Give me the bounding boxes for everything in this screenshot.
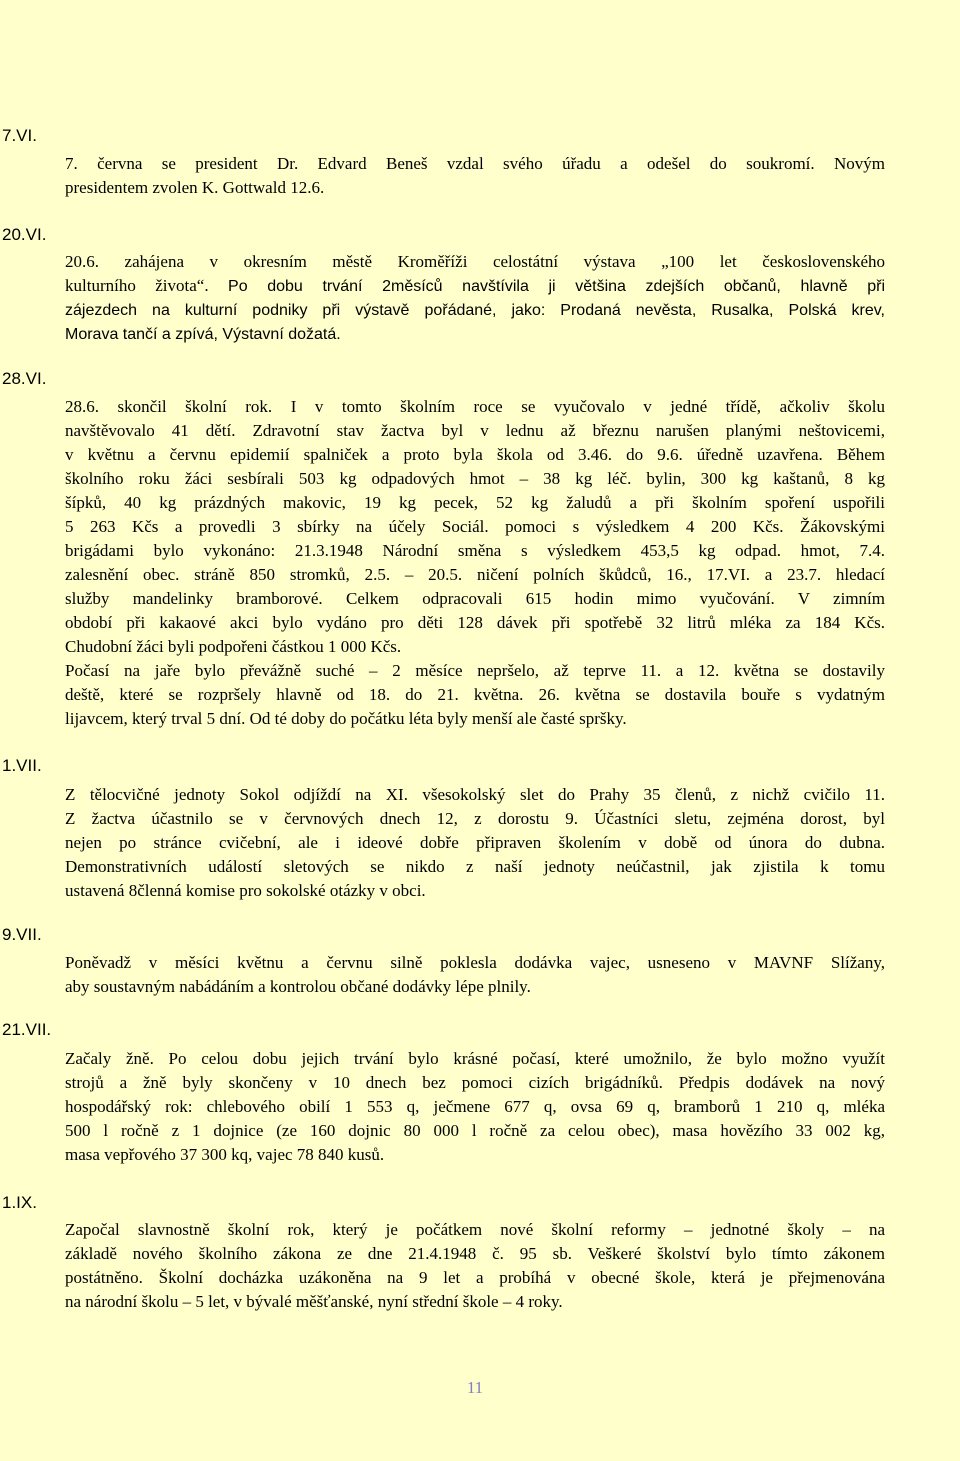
- text-line: presidentem zvolen K. Gottwald 12.6.: [65, 178, 325, 197]
- text-line: Morava tančí a zpívá, Výstavní dožatá.: [65, 326, 341, 343]
- text-line: zalesnění obec. stráně 850 stromků, 2.5. – 20.5. ničení polních škůdců, 16., 17.VI. a 23.7. hledací: [65, 565, 885, 584]
- entry-paragraph: [65, 152, 885, 200]
- text-segment: kulturního života“.: [65, 276, 209, 295]
- text-line: aby soustavným nabádáním a kontrolou občané dodávky lépe plnily.: [65, 977, 531, 996]
- text-line: [65, 274, 885, 299]
- text-line: masa vepřového 37 300 kq, vajec 78 840 kusů.: [65, 1145, 385, 1164]
- date-label: 21.VII.: [2, 1020, 52, 1039]
- entry-paragraph: [65, 1047, 885, 1167]
- text-line: základě nového školního zákona ze dne 21.4.1948 č. 95 sb. Veškeré školství bylo tímto zákonem: [65, 1244, 885, 1263]
- text-line: ustavená 8členná komise pro sokolské otázky v obci.: [65, 881, 426, 900]
- text-line: služby mandelinky bramborové. Celkem odpracovali 615 hodin mimo vyučování. V zimním: [65, 589, 885, 608]
- text-line: Chudobní žáci byli podpořeni částkou 1 000 Kčs.: [65, 637, 402, 656]
- entry-paragraph: [65, 1218, 885, 1314]
- date-label: 1.IX.: [2, 1193, 37, 1212]
- text-line: brigádami bylo vykonáno: 21.3.1948 Národní směna s výsledkem 453,5 kg odpad. hmot, 7.4.: [65, 541, 885, 560]
- entry-paragraph: [65, 395, 885, 731]
- date-label: 9.VII.: [2, 925, 42, 944]
- text-line: navštěvovalo 41 dětí. Zdravotní stav žactva byl v lednu až březnu narušen planými neštovicemi,: [65, 421, 885, 440]
- text-line: 5 263 Kčs a provedli 3 sbírky na účely Sociál. pomoci s výsledkem 4 200 Kčs. Žákovskými: [65, 517, 885, 536]
- text-line: Započal slavnostně školní rok, který je počátkem nové školní reformy – jednotné školy – na: [65, 1220, 885, 1239]
- text-line: Demonstrativních událostí sletových se nikdo z naší jednoty neúčastnil, jak zjistila k tomu: [65, 857, 885, 876]
- text-line: hospodářský rok: chlebového obilí 1 553 q, ječmene 677 q, ovsa 69 q, bramborů 1 210 q, mléka: [65, 1097, 885, 1116]
- text-line: školního roku žáci sesbírali 503 kg odpadových hmot – 38 kg léč. bylin, 300 kg kaštanů, 8 kg: [65, 469, 885, 488]
- text-line: strojů a žně byly skončeny v 10 dnech bez pomoci cizích brigádníků. Předpis dodávek na nový: [65, 1073, 885, 1092]
- page-number: 11: [466, 1378, 484, 1397]
- entry-paragraph: [65, 250, 885, 347]
- text-segment: Po dobu trvání 2měsíců navštívila ji většina zdejších občanů, hlavně při: [228, 278, 885, 295]
- text-line: Z tělocvičné jednoty Sokol odjíždí na XI. všesokolský slet do Prahy 35 členů, z nichž cvičilo 11.: [65, 785, 885, 804]
- date-label: 1.VII.: [2, 756, 42, 775]
- text-line: postátněno. Školní docházka uzákoněna na 9 let a probíhá v obecné škole, která je přejmenována: [65, 1268, 885, 1287]
- text-line: deště, které se rozpršely hlavně od 18. do 21. května. 26. května se dostavila bouře s vydatným: [65, 685, 885, 704]
- text-line: období při kakaové akci bylo vydáno pro děti 128 dávek při spotřebě 32 litrů mléka za 184 Kčs.: [65, 613, 885, 632]
- text-line: Z žactva účastnilo se v červnových dnech 12, z dorostu 9. Účastníci sletu, zejména dorost, byl: [65, 809, 885, 828]
- text-line: 28.6. skončil školní rok. I v tomto školním roce se vyučovalo v jedné třídě, ačkoliv školu: [65, 397, 885, 416]
- text-line: šípků, 40 kg prázdných makovic, 19 kg pecek, 52 kg žaludů a při školním spoření uspořili: [65, 493, 885, 512]
- text-line: nejen po stránce cvičební, ale i ideové dobře připraven školením v době od února do dubna.: [65, 833, 885, 852]
- text-line: zájezdech na kulturní podniky při výstavě pořádané, jako: Prodaná nevěsta, Rusalka, Polská krev,: [65, 302, 885, 319]
- entry-paragraph: [65, 951, 885, 999]
- text-line: Poněvadž v měsíci květnu a červnu silně poklesla dodávka vajec, usneseno v MAVNF Slížany,: [65, 953, 885, 972]
- text-line: 20.6. zahájena v okresním městě Kroměříži celostátní výstava „100 let československého: [65, 252, 885, 271]
- text-line: na národní školu – 5 let, v bývalé měšťanské, nyní střední škole – 4 roky.: [65, 1292, 563, 1311]
- text-line: 500 l ročně z 1 dojnice (ze 160 dojnic 80 000 l ročně za celou obec), masa hovězího 33 002 kg,: [65, 1121, 885, 1140]
- text-line: v květnu a červnu epidemií spalniček a proto byla škola od 3.46. do 9.6. úředně uzavřena. Během: [65, 445, 885, 464]
- text-line: lijavcem, který trval 5 dní. Od té doby do počátku léta byly menší ale časté spršky.: [65, 709, 627, 728]
- text-line: Počasí na jaře bylo převážně suché – 2 měsíce nepršelo, až teprve 11. a 12. května se dostavily: [65, 661, 885, 680]
- date-label: 20.VI.: [2, 225, 47, 244]
- date-label: 7.VI.: [2, 126, 37, 145]
- entry-paragraph: [65, 783, 885, 903]
- text-line: 7. června se president Dr. Edvard Beneš vzdal svého úřadu a odešel do soukromí. Novým: [65, 154, 885, 173]
- text-line: Začaly žně. Po celou dobu jejich trvání bylo krásné počasí, které umožnilo, že bylo možno využít: [65, 1049, 885, 1068]
- date-label: 28.VI.: [2, 369, 47, 388]
